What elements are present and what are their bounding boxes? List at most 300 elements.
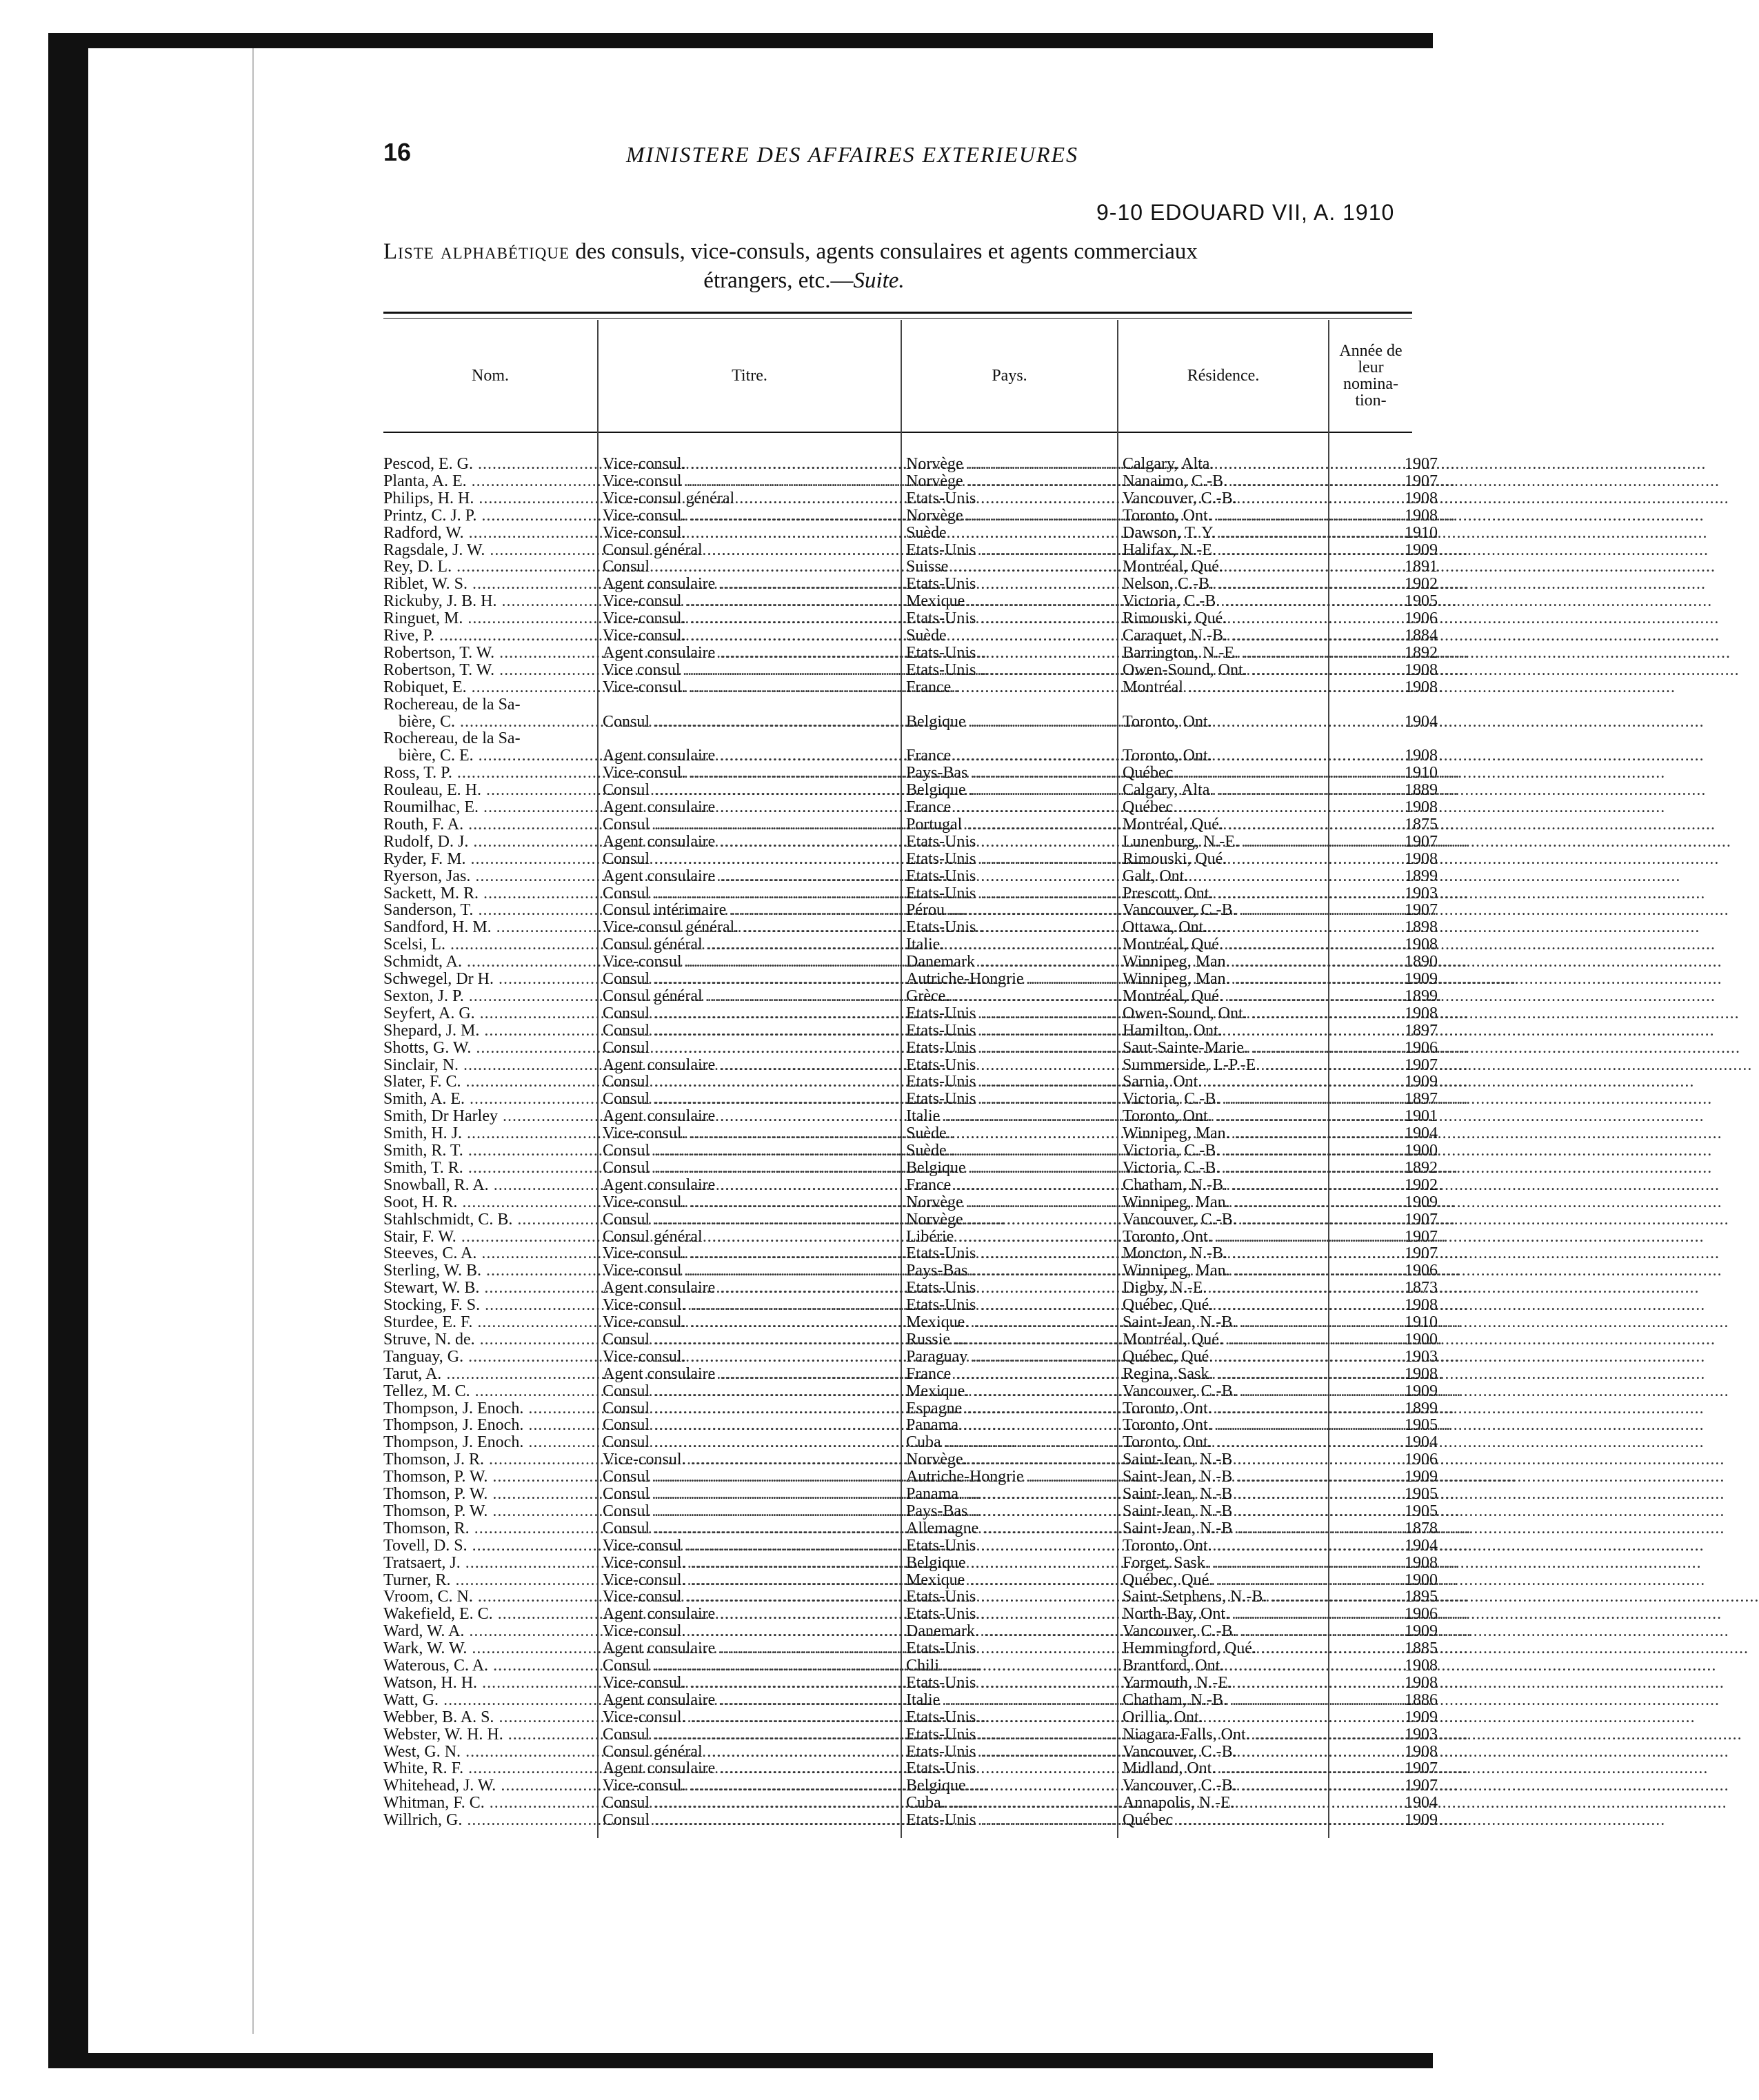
cell-pays <box>906 833 1117 851</box>
cell-residence <box>1123 1502 1385 1520</box>
cell-nom <box>383 524 597 542</box>
cell-pays-text: Danemark. ..... <box>906 1622 1471 1640</box>
cell-nom <box>383 1022 597 1040</box>
cell-titre-text: Vice-consul. ..... <box>603 627 1178 645</box>
cell-titre-text: Vice-consul ..... <box>603 1537 1174 1555</box>
cell-residence-text: Rimouski, Qué. ..... <box>1123 609 1719 627</box>
cell-residence-text: Nanaimo, C.-B. ..... <box>1123 472 1720 490</box>
cell-residence-text: Midland, Ont. ..... <box>1123 1759 1708 1777</box>
cell-nom <box>383 987 597 1005</box>
cell-nom <box>383 1571 597 1589</box>
cell-annee: 1878 <box>1405 1519 1438 1537</box>
cell-titre <box>603 644 901 662</box>
cell-annee: 1891 <box>1405 558 1438 576</box>
cell-residence-text: Vancouver, C.-B. ..... <box>1123 1622 1729 1640</box>
cell-residence <box>1123 1794 1385 1812</box>
cell-pays-text: Russie ..... <box>906 1331 1443 1349</box>
cell-residence-text: Montréal, Qué. ..... <box>1123 936 1716 953</box>
cell-annee: 1908 <box>1405 489 1438 507</box>
cell-pays <box>906 713 1117 731</box>
cell-titre <box>603 1777 901 1795</box>
cell-pays-text: Suède ..... <box>906 524 1439 542</box>
cell-residence <box>1123 1382 1385 1400</box>
cell-annee: 1873 <box>1405 1279 1438 1298</box>
cell-annee: 1907 <box>1405 1759 1438 1778</box>
cell-pays-text: Pays-Bas ..... <box>906 1262 1460 1280</box>
cell-residence <box>1123 1211 1385 1229</box>
cell-residence-text: Toronto, Ont. ..... <box>1123 1228 1705 1246</box>
cell-annee: 1905 <box>1405 1485 1438 1503</box>
table-title-lead: Liste alphabétique <box>383 239 570 264</box>
cell-titre <box>603 592 901 610</box>
cell-pays-text: France ..... <box>906 1365 1443 1383</box>
cell-titre-text: Vice-consul général ..... <box>603 489 1227 507</box>
cell-residence <box>1123 609 1385 627</box>
cell-titre <box>603 1296 901 1314</box>
cell-pays-text: Etats-Unis ..... <box>906 867 1468 885</box>
cell-nom-text: Whitman, F. C. ..... <box>383 1794 977 1812</box>
cell-annee: 1906 <box>1405 1605 1438 1624</box>
cell-annee: 1908 <box>1405 1553 1438 1572</box>
cell-nom <box>383 1433 597 1451</box>
cell-pays <box>906 1279 1117 1297</box>
cell-pays <box>906 678 1117 696</box>
cell-residence-text: Winnipeg, Man. ..... <box>1123 1124 1722 1142</box>
cell-residence <box>1123 1537 1385 1555</box>
cell-pays-text: Belgique ..... <box>906 713 1458 731</box>
cell-residence <box>1123 1605 1385 1623</box>
cell-titre-text: Vice-consul. ..... <box>603 524 1178 542</box>
cell-nom <box>383 1228 597 1246</box>
cell-residence-text: Toronto, Ont. ..... <box>1123 1416 1705 1434</box>
cell-titre-text: Vice-consul. ..... <box>603 455 1178 473</box>
cell-nom <box>383 885 597 902</box>
cell-titre <box>603 1520 901 1537</box>
cell-residence-text: Toronto, Ont. ..... <box>1123 1107 1705 1125</box>
cell-pays-text: Belgique ..... <box>906 781 1458 799</box>
cell-residence-text: Calgary, Alta. ..... <box>1123 455 1706 473</box>
cell-pays-text: Etats-Unis ..... <box>906 1759 1468 1777</box>
cell-residence-text: Toronto, Ont. ..... <box>1123 507 1705 525</box>
cell-annee: 1907 <box>1405 455 1438 473</box>
cell-pays <box>906 661 1117 679</box>
cell-annee: 1907 <box>1405 1056 1438 1074</box>
cell-annee: 1909 <box>1405 1708 1438 1726</box>
cell-residence <box>1123 1365 1385 1383</box>
cell-residence-text: Québec, Qué. ..... <box>1123 1571 1705 1589</box>
cell-nom-text: Thompson, J. Enoch. ..... <box>383 1416 1016 1434</box>
cell-nom-text: Sackett, M. R. ..... <box>383 885 971 902</box>
cell-titre <box>603 524 901 542</box>
cell-nom <box>383 575 597 593</box>
cell-residence-text: Winnipeg, Man. ..... <box>1123 1193 1722 1211</box>
cell-annee: 1885 <box>1405 1639 1438 1658</box>
cell-nom-text: Roumilhac, E. ..... <box>383 798 971 816</box>
cell-pays <box>906 1726 1117 1744</box>
cell-titre <box>603 1502 901 1520</box>
cell-pays-text: Etats-Unis ..... <box>906 1004 1468 1022</box>
cell-nom-text: Thompson, J. Enoch. ..... <box>383 1400 1016 1417</box>
cell-nom: Rochereau, de la Sa- <box>383 695 521 714</box>
cell-nom <box>383 1296 597 1314</box>
cell-nom-text: Webster, W. H. H. ..... <box>383 1726 996 1744</box>
cell-residence <box>1123 885 1385 902</box>
cell-titre <box>603 1416 901 1434</box>
cell-annee: 1875 <box>1405 815 1438 834</box>
cell-residence-text: Montréal, Qué. ..... <box>1123 987 1716 1005</box>
cell-pays-text: Espagne ..... <box>906 1400 1454 1417</box>
cell-titre-text: Consul général ..... <box>603 987 1195 1005</box>
cell-residence <box>1123 524 1385 542</box>
cell-titre-text: Agent consulaire ..... <box>603 1365 1207 1383</box>
cell-pays <box>906 1142 1117 1160</box>
cell-residence <box>1123 1759 1385 1777</box>
cell-annee: 1908 <box>1405 1364 1438 1383</box>
cell-nom-text: Thomson, R. ..... <box>383 1520 962 1537</box>
cell-annee: 1909 <box>1405 1811 1438 1830</box>
cell-annee: 1889 <box>1405 781 1438 800</box>
cell-titre <box>603 609 901 627</box>
cell-nom-text: Thomson, P. W. ..... <box>383 1502 980 1520</box>
cell-nom <box>383 472 597 490</box>
cell-annee: 1897 <box>1405 1090 1438 1109</box>
cell-annee: 1892 <box>1405 643 1438 662</box>
cell-residence <box>1123 678 1385 696</box>
cell-residence-text: Moncton, N.-B. ..... <box>1123 1244 1720 1262</box>
cell-pays <box>906 1107 1117 1125</box>
cell-residence <box>1123 747 1385 765</box>
cell-pays <box>906 970 1117 988</box>
cell-titre-text: Agent consulaire ..... <box>603 1605 1207 1623</box>
cell-nom-text: Routh, F. A. ..... <box>383 816 956 834</box>
cell-titre-text: Vice-consul. ..... <box>603 1777 1178 1795</box>
cell-titre-text: Agent consulaire ..... <box>603 1056 1207 1074</box>
cell-nom-text: Thomson, P. W. ..... <box>383 1468 980 1486</box>
cell-pays-text: Norvège ..... <box>906 507 1456 525</box>
cell-annee: 1900 <box>1405 1571 1438 1589</box>
header-nom: Nom. <box>472 367 509 385</box>
cell-residence-text: Niagara-Falls, Ont. ..... <box>1123 1726 1742 1744</box>
cell-nom-text: Slater, F. C. ..... <box>383 1073 953 1091</box>
cell-nom-text: Wakefield, E. C. ..... <box>383 1605 985 1623</box>
cell-pays <box>906 1794 1117 1812</box>
cell-pays <box>906 1331 1117 1349</box>
cell-residence-text: Vancouver, C.-B. ..... <box>1123 1211 1729 1229</box>
cell-annee: 1908 <box>1405 678 1438 696</box>
cell-residence <box>1123 833 1385 851</box>
cell-nom <box>383 713 612 731</box>
cell-residence-text: Halifax, N.-E. ..... <box>1123 541 1709 559</box>
cell-pays-text: France ..... <box>906 798 1443 816</box>
cell-nom <box>383 1176 597 1194</box>
cell-pays <box>906 798 1117 816</box>
cell-annee: 1909 <box>1405 1193 1438 1211</box>
cell-titre-text: Consul ..... <box>603 1382 1142 1400</box>
cell-pays-text: Mexique ..... <box>906 1571 1457 1589</box>
cell-nom <box>383 816 597 834</box>
cell-titre-text: Vice-consul ..... <box>603 953 1174 971</box>
cell-residence <box>1123 1107 1385 1125</box>
cell-residence <box>1123 936 1385 953</box>
cell-pays-text: Mexique ..... <box>906 592 1457 610</box>
cell-residence-text: Winnipeg, Man. ..... <box>1123 1262 1722 1280</box>
cell-titre <box>603 936 901 953</box>
cell-nom-text: Radford, W. ..... <box>383 524 956 542</box>
cell-nom-text: Shotts, G. W. ..... <box>383 1039 963 1057</box>
cell-titre-text: Consul ..... <box>603 558 1142 576</box>
cell-pays-text: Etats-Unis ..... <box>906 1039 1468 1057</box>
cell-nom <box>383 1639 597 1657</box>
cell-titre <box>603 1176 901 1194</box>
cell-nom <box>383 850 597 868</box>
cell-residence <box>1123 1811 1385 1829</box>
cell-pays <box>906 764 1117 782</box>
cell-residence-text: Orillia, Ont. ..... <box>1123 1708 1696 1726</box>
cell-pays <box>906 1313 1117 1331</box>
cell-nom <box>383 1211 597 1229</box>
cell-annee: 1899 <box>1405 987 1438 1005</box>
cell-titre <box>603 541 901 559</box>
cell-nom <box>383 1193 597 1211</box>
cell-pays <box>906 1056 1117 1074</box>
cell-pays <box>906 1433 1117 1451</box>
cell-pays <box>906 1022 1117 1040</box>
cell-residence <box>1123 1691 1385 1709</box>
cell-titre-text: Consul ..... <box>603 1400 1142 1417</box>
cell-titre <box>603 1313 901 1331</box>
cell-pays-text: Autriche-Hongrie ..... <box>906 1468 1516 1486</box>
cell-titre-text: Consul ..... <box>603 1520 1142 1537</box>
cell-residence-text: Winnipeg, Man. ..... <box>1123 953 1722 971</box>
cell-nom-text: Sandford, H. M. ..... <box>383 918 984 936</box>
cell-nom-text: Rudolf, D. J. ..... <box>383 833 961 851</box>
cell-residence <box>1123 1468 1385 1486</box>
cell-nom-text: Sterling, W. B. ..... <box>383 1262 974 1280</box>
cell-annee: 1899 <box>1405 867 1438 885</box>
cell-annee: 1906 <box>1405 609 1438 628</box>
cell-titre-text: Consul ..... <box>603 1331 1142 1349</box>
cell-pays <box>906 918 1117 936</box>
cell-residence-text: Québec, Qué. ..... <box>1123 1348 1705 1366</box>
cell-nom-text: Riblet, W. S. ..... <box>383 575 960 593</box>
cell-residence-text: Rimouski, Qué. ..... <box>1123 850 1719 868</box>
cell-nom-text: Sanderson, T. ..... <box>383 901 965 919</box>
cell-pays <box>906 901 1117 919</box>
cell-titre-text: Agent consulaire ..... <box>603 1639 1207 1657</box>
cell-nom <box>383 833 597 851</box>
cell-pays <box>906 575 1117 593</box>
cell-pays-text: Etats-Unis ..... <box>906 1811 1468 1829</box>
cell-pays <box>906 1262 1117 1280</box>
cell-nom <box>383 1588 597 1606</box>
cell-annee: 1905 <box>1405 1416 1438 1435</box>
cell-annee: 1906 <box>1405 1262 1438 1280</box>
cell-annee: 1904 <box>1405 712 1438 731</box>
cell-nom-text: Stocking, F. S. ..... <box>383 1296 972 1314</box>
cell-pays <box>906 1571 1117 1589</box>
cell-residence-text: Dawson, T. Y. ..... <box>1123 524 1707 542</box>
cell-pays <box>906 1502 1117 1520</box>
cell-nom-text: Schwegel, Dr H. ..... <box>383 970 986 988</box>
cell-residence-text: Victoria, C.-B. ..... <box>1123 592 1712 610</box>
cell-nom-text: Robiquet, E. ..... <box>383 678 959 696</box>
cell-residence-text: Barrington, N.-E. ..... <box>1123 644 1731 662</box>
cell-pays-text: Mexique. ..... <box>906 1382 1461 1400</box>
cell-pays-text: Pérou ..... <box>906 901 1437 919</box>
cell-titre-text: Vice-consul ..... <box>603 592 1174 610</box>
cell-residence-text: Sarnia, Ont. ..... <box>1123 1073 1694 1091</box>
cell-residence <box>1123 1056 1385 1074</box>
cell-pays <box>906 1554 1117 1572</box>
cell-nom-text: Ryder, F. M. ..... <box>383 850 958 868</box>
cell-nom <box>383 558 597 576</box>
scan-border-top <box>48 33 1433 48</box>
cell-residence-text: Calgary, Alta. ..... <box>1123 781 1706 799</box>
cell-pays <box>906 455 1117 473</box>
cell-residence <box>1123 816 1385 834</box>
cell-pays-text: Etats-Unis ..... <box>906 644 1468 662</box>
cell-nom-text: Sexton, J. P. ..... <box>383 987 956 1005</box>
cell-nom-text: Sturdee, E. F. ..... <box>383 1313 965 1331</box>
cell-nom-text: Schmidt, A. ..... <box>383 953 954 971</box>
cell-annee: 1909 <box>1405 541 1438 559</box>
cell-residence-text: Vancouver, C.-B. ..... <box>1123 489 1729 507</box>
cell-residence <box>1123 987 1385 1005</box>
cell-annee: 1909 <box>1405 1622 1438 1641</box>
cell-nom-text: Webber, B. A. S. ..... <box>383 1708 986 1726</box>
cell-pays-text: Etats-Unis ..... <box>906 1537 1468 1555</box>
cell-residence <box>1123 507 1385 525</box>
cell-pays-text: Norvège ..... <box>906 455 1456 473</box>
cell-residence <box>1123 953 1385 971</box>
cell-titre <box>603 1794 901 1812</box>
cell-residence-text: Saint-Jean, N.-B ..... <box>1123 1468 1725 1486</box>
cell-annee: 1909 <box>1405 1468 1438 1486</box>
cell-annee: 1892 <box>1405 1158 1438 1177</box>
cell-pays-text: Etats-Unis ..... <box>906 1605 1468 1623</box>
cell-nom <box>383 489 597 507</box>
cell-nom <box>383 1073 597 1091</box>
cell-titre <box>603 472 901 490</box>
cell-titre-text: Vice-consul. ..... <box>603 609 1178 627</box>
cell-nom-text: Pescod, E. G. ..... <box>383 455 965 473</box>
cell-pays-text: Etats-Unis ..... <box>906 885 1468 902</box>
cell-titre <box>603 747 901 765</box>
cell-titre-text: Agent consulaire ..... <box>603 1691 1207 1709</box>
cell-pays-text: Belgique ..... <box>906 1777 1458 1795</box>
cell-titre <box>603 558 901 576</box>
cell-titre <box>603 1211 901 1229</box>
cell-titre <box>603 1124 901 1142</box>
cell-pays-text: Suisse ..... <box>906 558 1440 576</box>
cell-pays-text: Etats-Unis ..... <box>906 1708 1468 1726</box>
cell-titre <box>603 1039 901 1057</box>
cell-residence <box>1123 541 1385 559</box>
running-head: MINISTERE DES AFFAIRES EXTERIEURES <box>626 142 1079 167</box>
cell-nom-text: Planta, A. E. ..... <box>383 472 959 490</box>
cell-titre <box>603 1193 901 1211</box>
cell-titre-text: Agent consulaire ..... <box>603 575 1207 593</box>
cell-pays <box>906 1777 1117 1795</box>
cell-nom <box>383 1056 597 1074</box>
cell-residence <box>1123 1244 1385 1262</box>
cell-residence <box>1123 1279 1385 1297</box>
cell-annee: 1884 <box>1405 627 1438 645</box>
table-top-rule <box>383 312 1412 314</box>
cell-pays <box>906 1520 1117 1537</box>
cell-nom <box>383 970 597 988</box>
cell-pays-text: Norvège ..... <box>906 472 1456 490</box>
cell-titre <box>603 970 901 988</box>
cell-nom-text: Ryerson, Jas. ..... <box>383 867 963 885</box>
cell-annee: 1904 <box>1405 1124 1438 1143</box>
cell-titre <box>603 1142 901 1160</box>
cell-nom-text: Philips, H. H. ..... <box>383 489 966 507</box>
cell-residence-text: Saint-Jean, N.-B. ..... <box>1123 1313 1729 1331</box>
session-label: 9-10 EDOUARD VII, A. 1910 <box>1096 200 1395 225</box>
cell-pays <box>906 1451 1117 1468</box>
cell-titre-text: Vice-consul. ..... <box>603 1451 1178 1468</box>
cell-titre-text: Vice-consul ..... <box>603 472 1174 490</box>
cell-titre <box>603 1348 901 1366</box>
cell-titre-text: Consul général ..... <box>603 541 1195 559</box>
cell-titre-text: Consul ..... <box>603 1073 1142 1091</box>
cell-nom-text: Soot, H. R. ..... <box>383 1193 949 1211</box>
cell-pays-text: Etats-Unis ..... <box>906 489 1468 507</box>
cell-residence <box>1123 489 1385 507</box>
cell-nom-text: bière, C. E. ..... <box>399 747 966 765</box>
cell-residence-text: Ottawa, Ont. ..... <box>1123 918 1700 936</box>
cell-pays-text: Etats-Unis ..... <box>906 1022 1468 1040</box>
cell-titre-text: Consul ..... <box>603 816 1142 834</box>
cell-residence-text: Saut-Sainte-Marie. ..... <box>1123 1039 1740 1057</box>
cell-residence-text: Hemmingford, Qué. ..... <box>1123 1639 1749 1657</box>
cell-nom <box>383 1691 597 1709</box>
cell-residence-text: Montréal, Qué. ..... <box>1123 1331 1716 1349</box>
cell-nom <box>383 1416 597 1434</box>
cell-titre <box>603 1588 901 1606</box>
cell-pays-text: Etats-Unis ..... <box>906 609 1468 627</box>
cell-pays <box>906 1296 1117 1314</box>
cell-nom-text: Tarut, A. ..... <box>383 1365 934 1383</box>
cell-residence-text: Vancouver, C.-B. ..... <box>1123 1382 1729 1400</box>
cell-pays-text: Italie ..... <box>906 1107 1432 1125</box>
cell-titre <box>603 1090 901 1108</box>
cell-titre <box>603 1004 901 1022</box>
cell-annee: 1908 <box>1405 1296 1438 1315</box>
cell-nom <box>383 1605 597 1623</box>
cell-pays <box>906 1090 1117 1108</box>
cell-nom-text: Stair, F. W. ..... <box>383 1228 949 1246</box>
cell-pays-text: Etats-Unis ..... <box>906 1090 1468 1108</box>
cell-titre-text: Consul ..... <box>603 1142 1142 1160</box>
cell-pays-text: Allemagne ..... <box>906 1520 1471 1537</box>
cell-pays-text: Portugal ..... <box>906 816 1454 834</box>
cell-nom <box>383 1090 597 1108</box>
cell-annee: 1908 <box>1405 849 1438 868</box>
cell-nom <box>383 1777 597 1795</box>
cell-nom-text: Shepard, J. M. ..... <box>383 1022 972 1040</box>
cell-nom-text: Robertson, T. W. ..... <box>383 661 987 679</box>
cell-pays-text: Panama ..... <box>906 1416 1451 1434</box>
cell-nom-text: Wark, W. W. ..... <box>383 1639 959 1657</box>
cell-residence <box>1123 455 1385 473</box>
cell-nom-text: Ward, W. A. ..... <box>383 1622 956 1640</box>
cell-residence-text: Victoria, C.-B. ..... <box>1123 1159 1712 1177</box>
cell-residence <box>1123 713 1385 731</box>
cell-pays-text: Belgique ..... <box>906 1159 1458 1177</box>
cell-residence <box>1123 1400 1385 1417</box>
